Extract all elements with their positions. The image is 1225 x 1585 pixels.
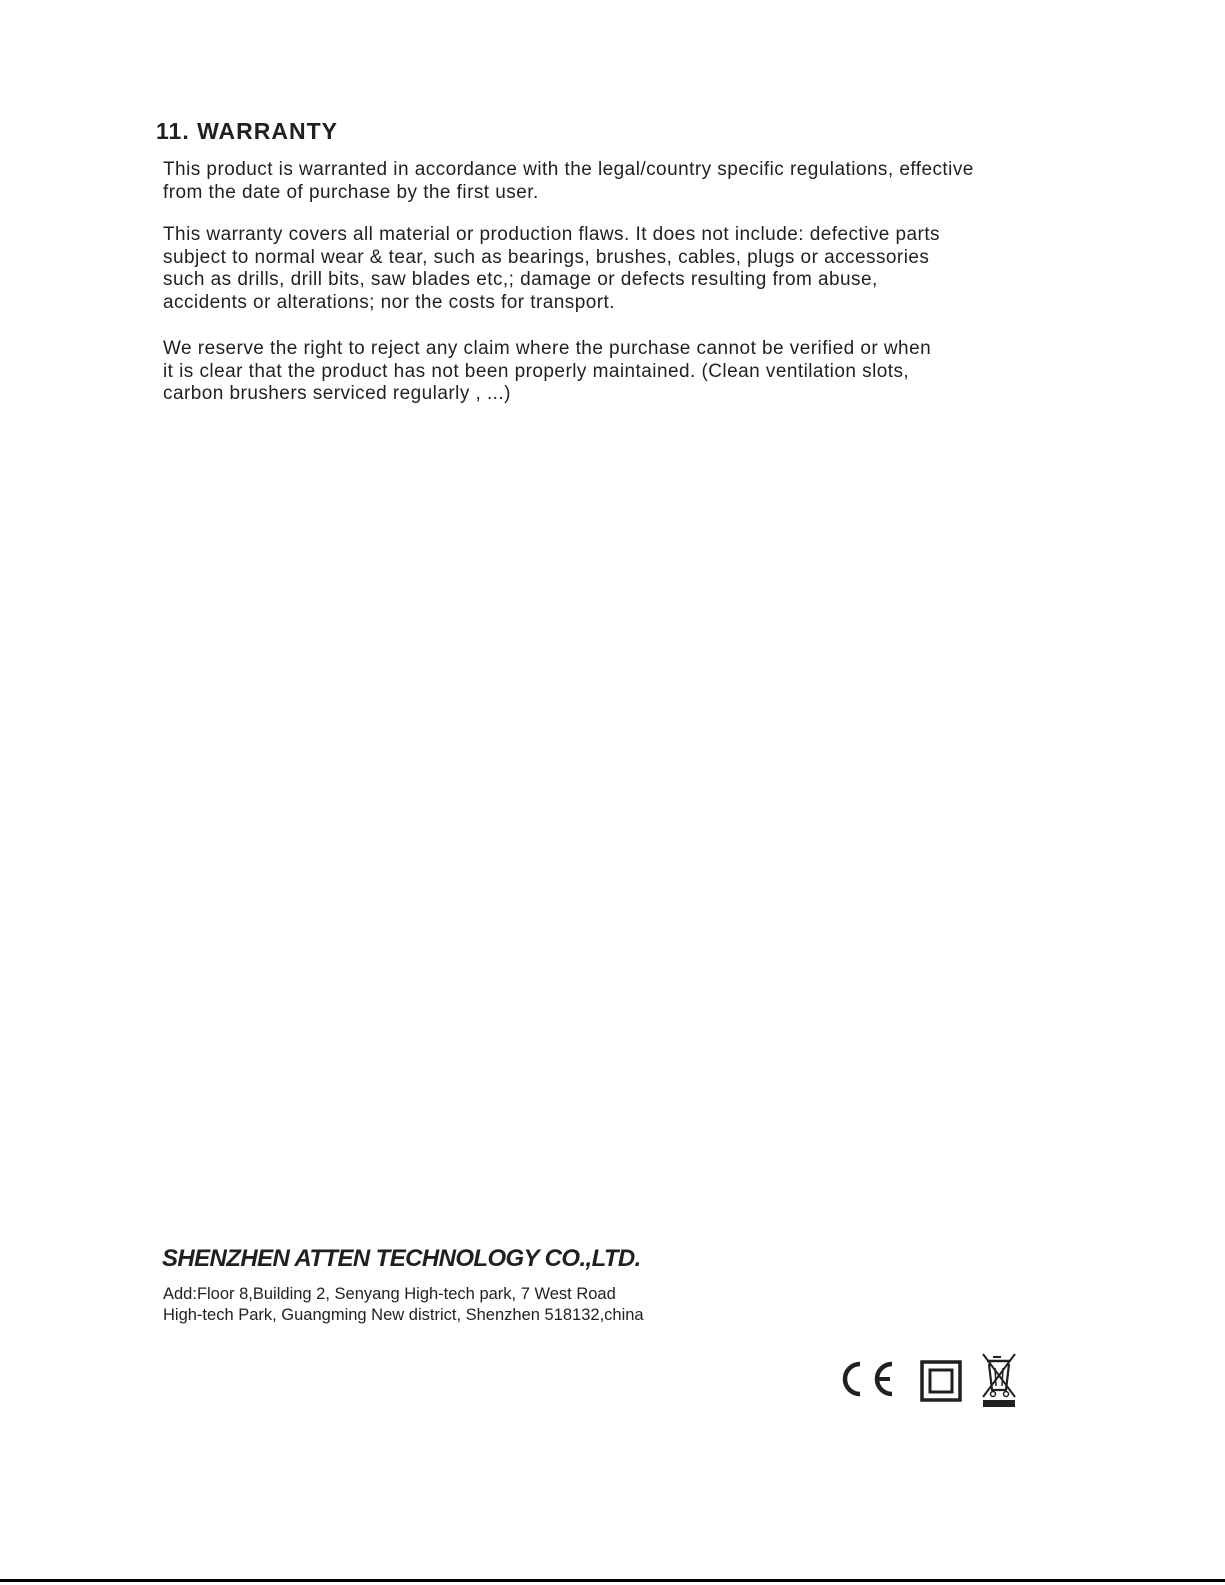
warranty-paragraph-2 <box>163 224 940 314</box>
warranty-paragraph-3 <box>163 338 931 406</box>
company-name: SHENZHEN ATTEN TECHNOLOGY CO.,LTD. <box>162 1245 641 1272</box>
class-ii-double-insulation-icon <box>920 1360 962 1402</box>
address-line: Add:Floor 8,Building 2, Senyang High-tech park, 7 West Road <box>163 1285 616 1303</box>
company-address <box>163 1284 644 1326</box>
paragraph-line: it is clear that the product has not been properly maintained. (Clean ventilation slots, <box>163 360 910 382</box>
paragraph-line: such as drills, drill bits, saw blades etc,; damage or defects resulting from abuse, <box>163 269 878 290</box>
paragraph-line: accidents or alterations; nor the costs for transport. <box>163 291 616 313</box>
address-line: High-tech Park, Guangming New district, Shenzhen 518132,china <box>163 1306 644 1324</box>
paragraph-line: This warranty covers all material or production flaws. It does not include: defective parts <box>163 224 941 245</box>
paragraph-line: carbon brushers serviced regularly , ...) <box>163 383 511 404</box>
warranty-paragraph-1 <box>163 159 974 204</box>
section-title: 11. WARRANTY <box>156 118 338 144</box>
paragraph-line: This product is warranted in accordance with the legal/country specific regulations, effective <box>163 159 974 180</box>
paragraph-line: from the date of purchase by the first user. <box>163 181 539 203</box>
weee-crossed-bin-icon <box>980 1352 1018 1408</box>
paragraph-line: subject to normal wear & tear, such as bearings, brushes, cables, plugs or accessories <box>163 246 930 268</box>
certification-marks <box>840 1352 1030 1408</box>
ce-mark-icon <box>840 1360 898 1398</box>
page-bottom-rule <box>0 1579 1225 1582</box>
paragraph-line: We reserve the right to reject any claim where the purchase cannot be verified or when <box>163 338 932 359</box>
